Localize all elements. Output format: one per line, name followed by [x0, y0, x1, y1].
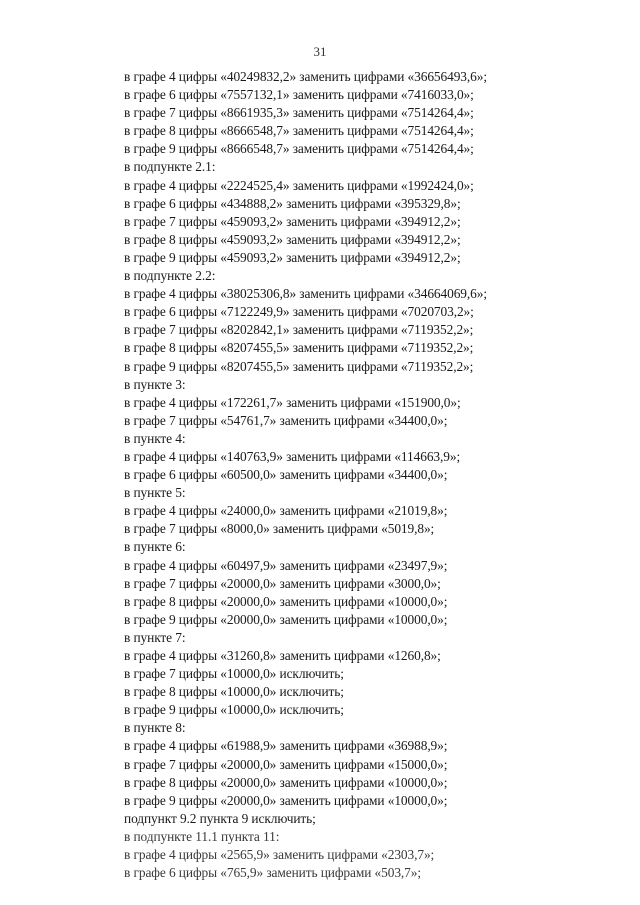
- document-line: в графе 6 цифры «7557132,1» заменить цифрами «7416033,0»;: [124, 87, 474, 103]
- document-line: в графе 4 цифры «140763,9» заменить цифрами «114663,9»;: [124, 448, 461, 464]
- document-line: в графе 4 цифры «172261,7» заменить цифрами «151900,0»;: [124, 394, 461, 410]
- document-line: в графе 8 цифры «459093,2» заменить цифрами «394912,2»;: [124, 231, 461, 247]
- document-line: в графе 4 цифры «60497,9» заменить цифрами «23497,9»;: [124, 557, 448, 573]
- document-line: в графе 7 цифры «459093,2» заменить цифрами «394912,2»;: [124, 213, 461, 229]
- document-line: в графе 8 цифры «20000,0» заменить цифрами «10000,0»;: [124, 774, 448, 790]
- document-line: в графе 7 цифры «20000,0» заменить цифрами «15000,0»;: [124, 756, 448, 772]
- document-line: в пункте 3:: [124, 376, 186, 392]
- document-line: в графе 8 цифры «8666548,7» заменить цифрами «7514264,4»;: [124, 123, 474, 139]
- document-line: в графе 9 цифры «20000,0» заменить цифрами «10000,0»;: [124, 611, 448, 627]
- document-line: в подпункте 2.2:: [124, 268, 216, 284]
- document-line: в подпункте 2.1:: [124, 159, 216, 175]
- document-line: в графе 7 цифры «8000,0» заменить цифрами «5019,8»;: [124, 521, 435, 537]
- document-line: в графе 7 цифры «20000,0» заменить цифрами «3000,0»;: [124, 575, 441, 591]
- document-line: в графе 6 цифры «60500,0» заменить цифрами «34400,0»;: [124, 467, 448, 483]
- document-line: в графе 7 цифры «8661935,3» заменить цифрами «7514264,4»;: [124, 105, 474, 121]
- amendment-list: [124, 68, 624, 882]
- page-number: 31: [313, 44, 327, 59]
- document-line: в пункте 7:: [124, 629, 186, 645]
- document-line: в графе 6 цифры «434888,2» заменить цифрами «395329,8»;: [124, 195, 461, 211]
- document-line: в графе 6 цифры «765,9» заменить цифрами «503,7»;: [124, 865, 421, 881]
- document-line: в графе 9 цифры «10000,0» исключить;: [124, 702, 344, 718]
- document-line: в графе 8 цифры «10000,0» исключить;: [124, 684, 344, 700]
- document-line: в графе 4 цифры «40249832,2» заменить цифрами «36656493,6»;: [124, 69, 487, 84]
- document-line: подпункт 9.2 пункта 9 исключить;: [124, 810, 316, 826]
- document-line: в графе 4 цифры «61988,9» заменить цифрами «36988,9»;: [124, 738, 448, 754]
- document-line: в графе 6 цифры «7122249,9» заменить цифрами «7020703,2»;: [124, 304, 474, 320]
- document-line: в пункте 5:: [124, 485, 186, 501]
- document-line: в пункте 8:: [124, 720, 186, 736]
- document-line: в графе 4 цифры «24000,0» заменить цифрами «21019,8»;: [124, 503, 448, 519]
- document-line: в графе 4 цифры «2224525,4» заменить цифрами «1992424,0»;: [124, 177, 474, 193]
- document-line: в графе 7 цифры «10000,0» исключить;: [124, 666, 344, 682]
- document-line: в графе 4 цифры «2565,9» заменить цифрами «2303,7»;: [124, 847, 435, 863]
- document-line: в графе 4 цифры «31260,8» заменить цифрами «1260,8»;: [124, 648, 441, 663]
- document-line: в графе 8 цифры «20000,0» заменить цифрами «10000,0»;: [124, 593, 448, 609]
- document-line: в графе 9 цифры «8666548,7» заменить цифрами «7514264,4»;: [124, 141, 474, 157]
- document-line: в графе 9 цифры «8207455,5» заменить цифрами «7119352,2»;: [124, 358, 474, 374]
- document-line: в графе 7 цифры «54761,7» заменить цифрами «34400,0»;: [124, 412, 448, 428]
- document-line: в графе 4 цифры «38025306,8» заменить цифрами «34664069,6»;: [124, 286, 487, 302]
- document-line: в подпункте 11.1 пункта 11:: [124, 828, 280, 844]
- document-line: в графе 9 цифры «459093,2» заменить цифрами «394912,2»;: [124, 249, 461, 265]
- document-line: в графе 8 цифры «8207455,5» заменить цифрами «7119352,2»;: [124, 340, 474, 356]
- document-line: в графе 9 цифры «20000,0» заменить цифрами «10000,0»;: [124, 792, 448, 808]
- document-line: в пункте 6:: [124, 539, 186, 555]
- document-line: в графе 7 цифры «8202842,1» заменить цифрами «7119352,2»;: [124, 322, 474, 338]
- document-line: в пункте 4:: [124, 430, 186, 446]
